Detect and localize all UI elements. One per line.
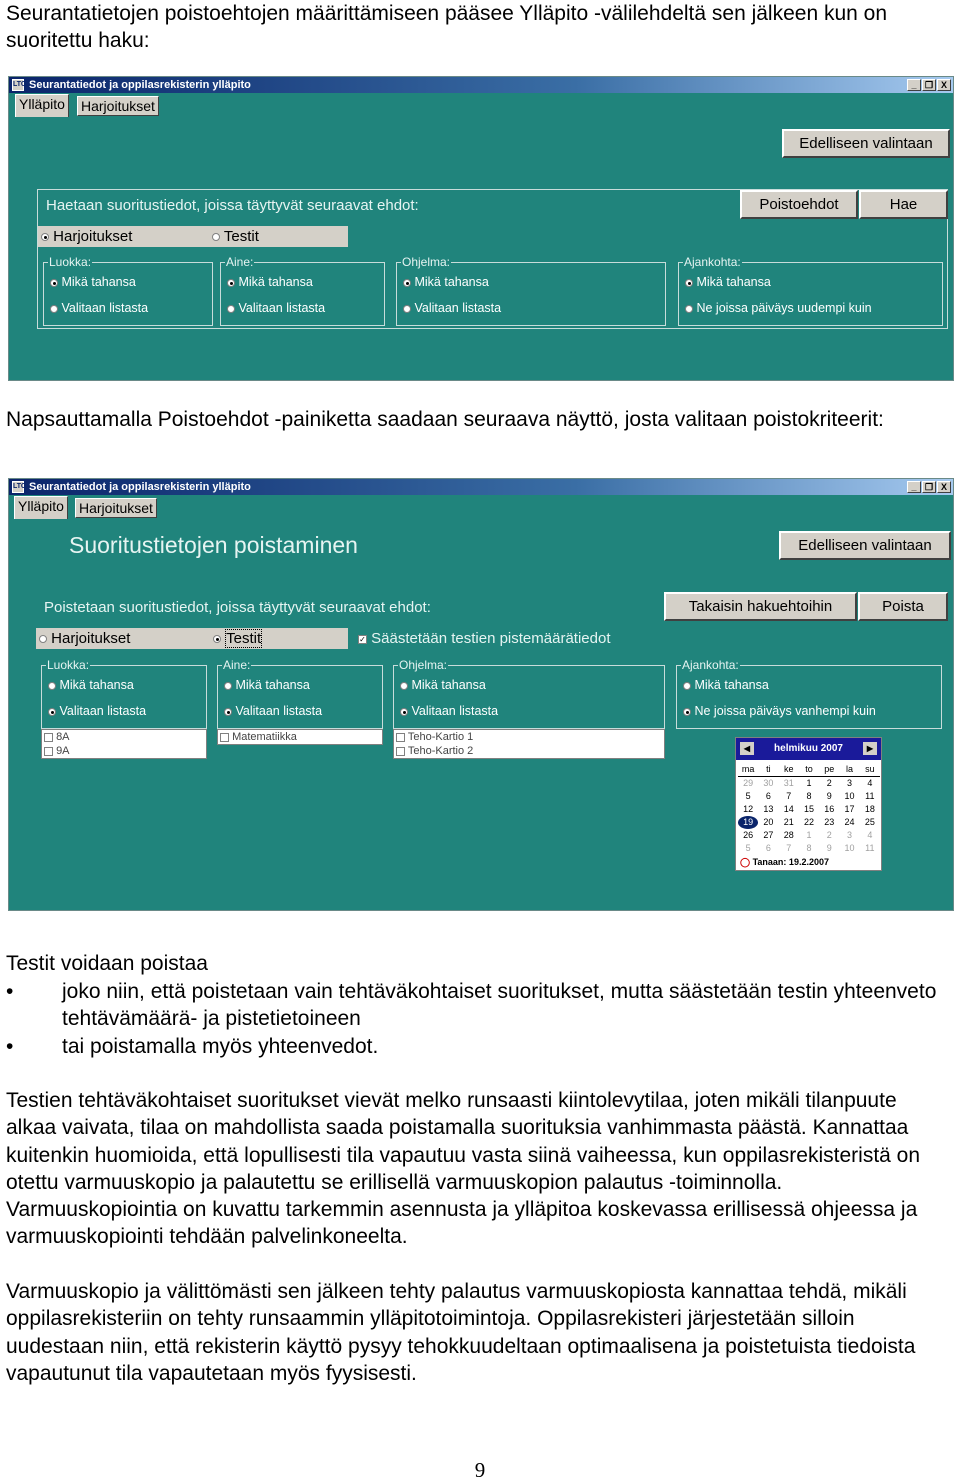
close-icon[interactable]: X [937, 79, 951, 91]
type-harjoitukset[interactable]: Harjoitukset [41, 226, 132, 247]
weekday-label: su [865, 764, 875, 774]
tab-harjoitukset[interactable]: Harjoitukset [75, 498, 157, 518]
app-icon: LTO [12, 481, 24, 493]
group-label: Luokka: [49, 255, 92, 269]
calendar-day[interactable]: 31 [783, 778, 794, 788]
group-ajankohta [678, 255, 943, 326]
calendar-day[interactable]: 29 [743, 778, 754, 788]
group-label: Luokka: [47, 658, 90, 672]
calendar-day[interactable]: 15 [803, 804, 814, 814]
criteria-text: Poistetaan suoritustiedot, joissa täyttyvät seuraavat ehdot: [44, 599, 431, 616]
group-label: Aine: [223, 658, 251, 672]
calendar-day[interactable]: 3 [847, 778, 853, 788]
bullet-text: tai poistamalla myös yhteenvedot. [62, 1035, 379, 1058]
date-picker-calendar[interactable] [735, 737, 882, 871]
calendar-week [738, 777, 880, 790]
save-summary-checkbox[interactable]: ✓ Säästetään testien pistemäärätiedot [359, 630, 611, 647]
weekday-label: to [805, 764, 813, 774]
close-icon[interactable]: X [937, 481, 951, 493]
list-item[interactable]: Matematiikka [218, 730, 382, 744]
calendar-day[interactable]: 4 [867, 830, 873, 840]
today-circle-icon: ◯ [740, 857, 751, 867]
calendar-day[interactable]: 30 [763, 778, 774, 788]
type-testit[interactable]: Testit [213, 628, 262, 649]
group-ohjelma [396, 255, 666, 326]
minimize-icon[interactable]: _ [907, 481, 921, 493]
back-to-previous-button[interactable]: Edelliseen valintaan [779, 531, 951, 560]
calendar-header [736, 738, 881, 760]
group-ajankohta [676, 658, 942, 729]
criteria-frame [37, 189, 948, 329]
tab-strip [9, 495, 953, 521]
option-list[interactable]: Valitaan listasta [400, 704, 498, 718]
group-aine [217, 658, 383, 729]
calendar-day[interactable]: 17 [844, 804, 855, 814]
body-paragraph-1: Testien tehtäväkohtaiset suoritukset vievät melko runsaasti kiintolevytilaa, joten mikäli tilanpuute alkaa vaivata, tilaa on mahdollista saada poistamalla suorituksia vanhimmasta päästä. Kannattaa kuitenkin huomioida, että lopullisesti tila vapautuu vasta siinä vaiheessa, kun oppilasrekisteristä on otettu varmuuskopio ja palautettu se erillisellä varmuuskopion palautus -toiminnolla. Varmuuskopiointia on kuvattu tarkemmin asennusta ja ylläpitoa koskevassa erillisessä ohjeessa ja varmuuskopiointi tehdään palvelinkoneelta. [6, 1089, 921, 1249]
weekday-row [738, 763, 880, 777]
calendar-day[interactable]: 10 [844, 791, 855, 801]
minimize-icon[interactable]: _ [907, 79, 921, 91]
weekday-label: pe [824, 764, 835, 774]
bullet-text: joko niin, että poistetaan vain tehtäväkohtaiset suoritukset, mutta säästetään testin yhteenveto tehtävämäärä- ja pistetietoineen [62, 980, 937, 1031]
calendar-day[interactable]: 7 [786, 791, 792, 801]
delete-window-screenshot [8, 478, 954, 911]
intro-paragraph: Seurantatietojen poistoehtojen määrittämiseen pääsee Ylläpito -välilehdeltä sen jälkeen kun on suoritettu haku: [6, 2, 888, 53]
option-list[interactable]: Valitaan listasta [403, 301, 501, 315]
delete-options-button[interactable]: Poistoehdot [740, 190, 858, 219]
subject-list[interactable] [217, 729, 383, 745]
calendar-day[interactable]: 9 [826, 791, 832, 801]
class-list[interactable] [41, 729, 207, 759]
page-title: Suoritustietojen poistaminen [69, 532, 358, 558]
calendar-day[interactable]: 22 [803, 817, 814, 827]
list-item[interactable]: Teho-Kartio 1 [394, 730, 664, 744]
option-list[interactable]: Valitaan listasta [227, 301, 325, 315]
radio-icon [39, 635, 47, 643]
option-list[interactable]: Valitaan listasta [224, 704, 322, 718]
window-title: Seurantatiedot ja oppilasrekisterin ylläpito [29, 481, 251, 493]
option-any[interactable]: Mikä tahansa [224, 678, 310, 692]
option-any[interactable]: Mikä tahansa [48, 678, 134, 692]
search-button[interactable]: Hae [859, 190, 948, 219]
bullet-icon: • [6, 980, 14, 1003]
search-window-screenshot [8, 76, 954, 381]
radio-icon [212, 233, 220, 241]
next-month-icon[interactable]: ▶ [863, 742, 877, 755]
calendar-month: helmikuu 2007 [774, 743, 843, 754]
option-list[interactable]: Valitaan listasta [50, 301, 148, 315]
group-label: Ajankohta: [682, 658, 739, 672]
back-to-search-criteria-button[interactable]: Takaisin hakuehtoihin [664, 592, 857, 621]
calendar-day[interactable]: 27 [763, 830, 774, 840]
restore-icon[interactable]: ❐ [922, 481, 936, 493]
calendar-day[interactable]: 9 [826, 843, 832, 853]
group-ohjelma [393, 658, 665, 729]
calendar-day[interactable]: 20 [763, 817, 774, 827]
calendar-day[interactable]: 16 [824, 804, 835, 814]
delete-options-paragraph: Napsauttamalla Poistoehdot -painiketta saadaan seuraava näyttö, josta valitaan poistokriteerit: [6, 408, 884, 431]
criteria-text: Haetaan suoritustiedot, joissa täyttyvät seuraavat ehdot: [46, 197, 419, 214]
calendar-day[interactable]: 28 [783, 830, 794, 840]
program-list[interactable] [393, 729, 665, 759]
group-label: Ohjelma: [402, 255, 451, 269]
calendar-day[interactable]: 18 [864, 804, 875, 814]
type-testit[interactable]: Testit [212, 226, 259, 247]
radio-icon [41, 233, 49, 241]
prev-month-icon[interactable]: ◀ [740, 742, 754, 755]
window-title: Seurantatiedot ja oppilasrekisterin ylläpito [29, 79, 251, 91]
calendar-week [738, 816, 880, 829]
delete-button[interactable]: Poista [858, 592, 948, 621]
calendar-day[interactable]: 5 [745, 791, 751, 801]
body-paragraph-2: Varmuuskopio ja välittömästi sen jälkeen tehty palautus varmuuskopiosta kannattaa tehdä, mikäli oppilasrekisteriin on tehty runsaammin ylläpitotoimintoja. Oppilasrekisteri järjestetään silloin uudestaan niin, että rekisterin käyttö pysyy tehokkuudeltaan optimaalisena ja poistetuista tiedoista vapautunut tila vapautetaan myös fyysisesti. [6, 1280, 916, 1385]
tab-yllapito[interactable]: Ylläpito [15, 94, 69, 117]
calendar-day[interactable]: 26 [743, 830, 754, 840]
calendar-day[interactable]: 2 [826, 830, 832, 840]
tests-intro: Testit voidaan poistaa [6, 952, 208, 975]
calendar-week [738, 829, 880, 842]
calendar-day[interactable]: 6 [765, 843, 771, 853]
group-aine [220, 255, 385, 326]
window-titlebar [9, 479, 953, 495]
calendar-day[interactable]: 1 [806, 778, 812, 788]
calendar-day[interactable]: 24 [844, 817, 855, 827]
option-any[interactable]: Mikä tahansa [683, 678, 769, 692]
weekday-label: ma [741, 764, 755, 774]
radio-icon [213, 635, 221, 643]
criteria-frame [35, 591, 948, 871]
option-newer[interactable]: Ne joissa päiväys uudempi kuin [685, 301, 872, 315]
window-titlebar [9, 77, 953, 93]
type-selector [38, 226, 348, 247]
option-list[interactable]: Valitaan listasta [48, 704, 146, 718]
option-any[interactable]: Mikä tahansa [685, 275, 771, 289]
group-label: Ajankohta: [684, 255, 741, 269]
back-to-previous-button[interactable]: Edelliseen valintaan [782, 129, 950, 158]
weekday-label: ke [783, 764, 794, 774]
weekday-label: la [846, 764, 854, 774]
option-any[interactable]: Mikä tahansa [403, 275, 489, 289]
calendar-week [738, 790, 880, 803]
group-label: Aine: [226, 255, 254, 269]
calendar-day[interactable]: 4 [867, 778, 873, 788]
calendar-day[interactable]: 19 [738, 816, 758, 829]
calendar-day[interactable]: 2 [826, 778, 832, 788]
calendar-day[interactable]: 3 [847, 830, 853, 840]
group-luokka [43, 255, 213, 326]
page-number: 9 [474, 1458, 486, 1482]
calendar-day[interactable]: 25 [864, 817, 875, 827]
group-label: Ohjelma: [399, 658, 448, 672]
checkbox-icon: ✓ [359, 634, 366, 644]
calendar-day[interactable]: 14 [783, 804, 794, 814]
restore-icon[interactable]: ❐ [922, 79, 936, 91]
calendar-day[interactable]: 23 [824, 817, 835, 827]
calendar-day[interactable]: 7 [786, 843, 792, 853]
calendar-today[interactable]: ◯ Tanaan: 19.2.2007 [740, 857, 829, 867]
calendar-grid [738, 763, 880, 855]
weekday-label: ti [766, 764, 771, 774]
type-harjoitukset[interactable]: Harjoitukset [39, 628, 130, 649]
calendar-day[interactable]: 11 [865, 791, 875, 801]
type-selector [36, 628, 348, 649]
calendar-day[interactable]: 8 [806, 791, 812, 801]
option-any[interactable]: Mikä tahansa [400, 678, 486, 692]
bullet-item [6, 1033, 946, 1061]
calendar-day[interactable]: 1 [806, 830, 812, 840]
bullet-item [6, 978, 946, 1033]
calendar-day[interactable]: 11 [865, 843, 875, 853]
tab-yllapito[interactable]: Ylläpito [14, 496, 68, 519]
app-icon: LTO [12, 79, 24, 91]
tab-strip [9, 93, 953, 119]
calendar-day[interactable]: 13 [763, 804, 774, 814]
calendar-day[interactable]: 6 [765, 791, 771, 801]
calendar-day[interactable]: 8 [806, 843, 812, 853]
option-any[interactable]: Mikä tahansa [227, 275, 313, 289]
calendar-day[interactable]: 10 [844, 843, 855, 853]
list-item[interactable]: 8A [42, 730, 206, 744]
tab-harjoitukset[interactable]: Harjoitukset [77, 96, 159, 116]
list-item[interactable]: Teho-Kartio 2 [394, 744, 664, 758]
bullet-icon: • [6, 1035, 14, 1058]
list-item[interactable]: 9A [42, 744, 206, 758]
group-luokka [41, 658, 207, 729]
calendar-day[interactable]: 21 [783, 817, 794, 827]
option-older[interactable]: Ne joissa päiväys vanhempi kuin [683, 704, 876, 718]
calendar-week [738, 803, 880, 816]
calendar-day[interactable]: 5 [745, 843, 751, 853]
calendar-day[interactable]: 12 [743, 804, 754, 814]
calendar-week [738, 842, 880, 855]
option-any[interactable]: Mikä tahansa [50, 275, 136, 289]
